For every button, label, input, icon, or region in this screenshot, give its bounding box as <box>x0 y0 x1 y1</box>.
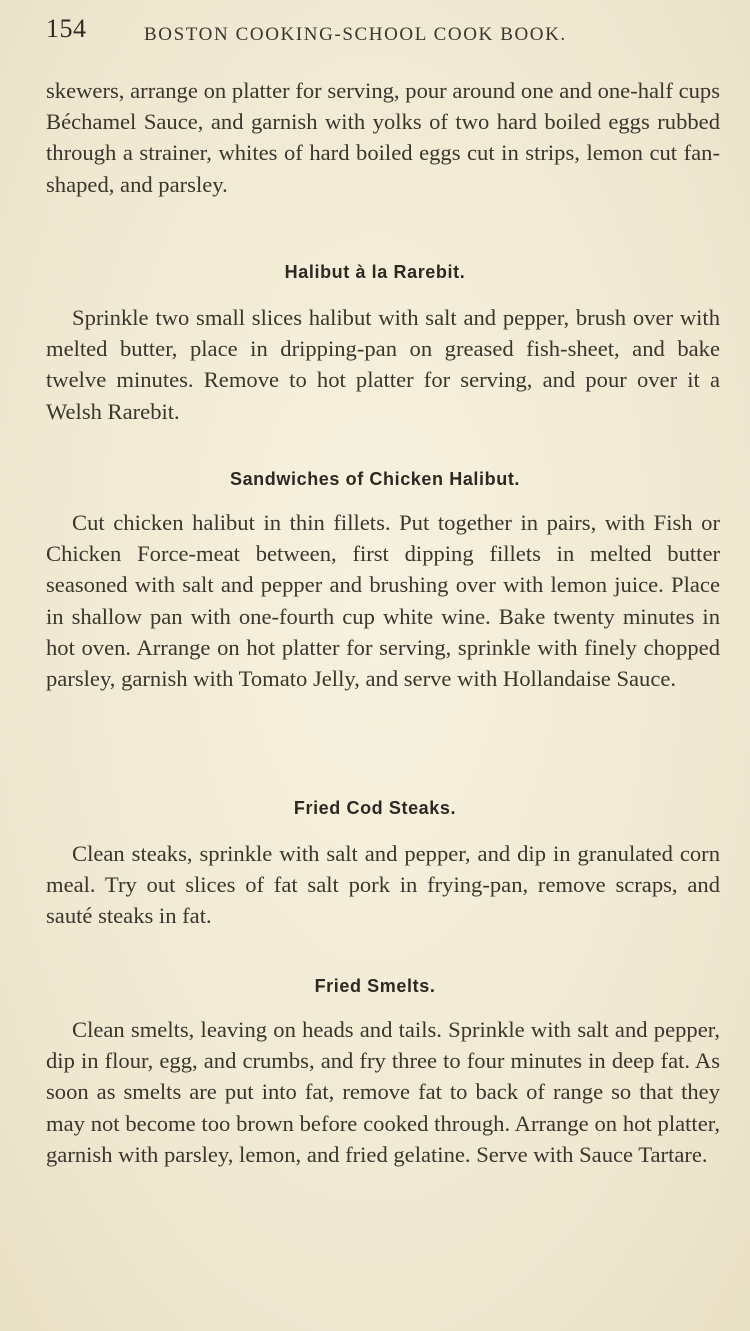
recipe-heading-halibut-rarebit: Halibut à la Rarebit. <box>284 262 466 282</box>
continued-paragraph: skewers, arrange on platter for serving, pour around one and one-half cups Béchamel Sauce, and garnish with yolks of two hard boiled eggs rubbed through a strainer, whites of hard boiled eggs cut in strips, lemon cut fan-shaped, and parsley. <box>46 78 720 197</box>
page-number: 154 <box>46 14 87 43</box>
recipe-text-sandwiches-chicken-halibut: Cut chicken halibut in thin fillets. Put together in pairs, with Fish or Chicken Force-meat between, first dipping fillets in melted butter seasoned with salt and pepper and brushing over with lemon juice. Place in shallow pan with one-fourth cup white wine. Bake twenty minutes in hot oven. Arrange on hot platter for serving, sprinkle with finely chopped parsley, garnish with Tomato Jelly, and serve with Hollandaise Sauce. <box>46 510 720 692</box>
recipe-text-halibut-rarebit: Sprinkle two small slices halibut with salt and pepper, brush over with melted butter, place in dripping-pan on greased fish-sheet, and bake twelve minutes. Remove to hot platter for serving, and pour over it a Welsh Rarebit. <box>46 305 720 424</box>
book-title: BOSTON COOKING-SCHOOL COOK BOOK. <box>144 24 567 45</box>
running-head <box>46 14 726 54</box>
recipe-text-fried-cod-steaks: Clean steaks, sprinkle with salt and pepper, and dip in granulated corn meal. Try out slices of fat salt pork in frying-pan, remove scraps, and sauté steaks in fat. <box>46 841 720 929</box>
recipe-heading-fried-smelts: Fried Smelts. <box>314 976 436 996</box>
recipe-text-fried-smelts: Clean smelts, leaving on heads and tails. Sprinkle with salt and pepper, dip in flour, egg, and crumbs, and fry three to four minutes in deep fat. As soon as smelts are put into fat, remove fat to back of range so that they may not become too brown before cooked through. Arrange on hot platter, garnish with parsley, lemon, and fried gelatine. Serve with Sauce Tartare. <box>46 1017 720 1167</box>
recipe-heading-sandwiches-chicken-halibut: Sandwiches of Chicken Halibut. <box>229 469 521 489</box>
recipe-heading-fried-cod-steaks: Fried Cod Steaks. <box>293 798 457 818</box>
